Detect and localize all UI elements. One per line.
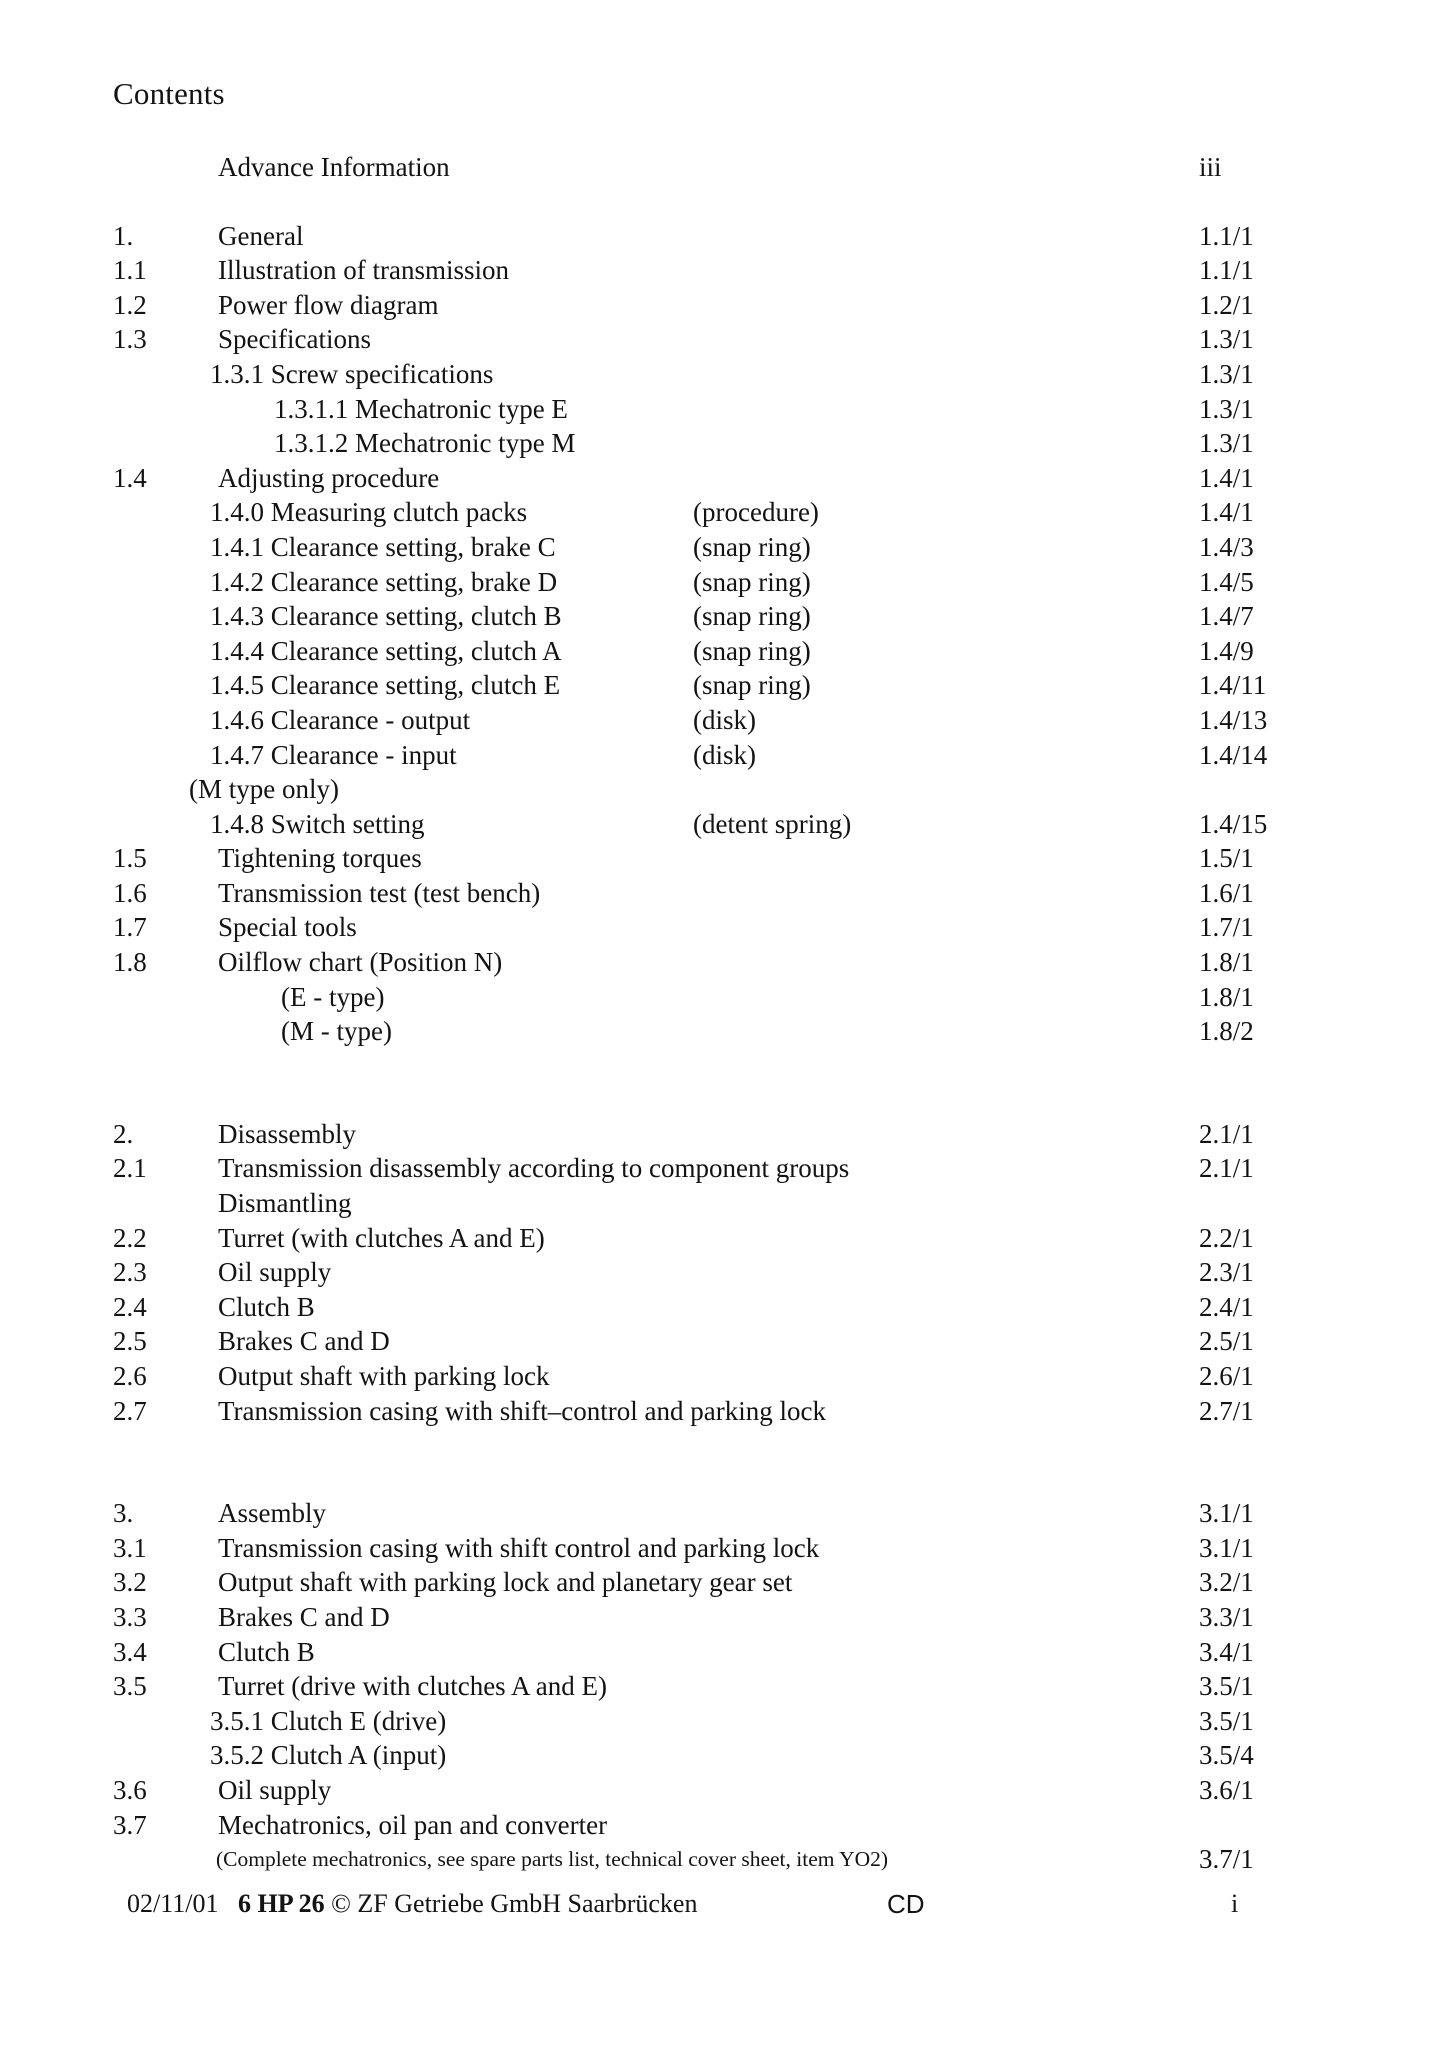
footer-imprint — [127, 1884, 697, 1924]
toc-entry-label: Transmission test (test bench) — [218, 877, 541, 908]
toc-entry[interactable] — [0, 1738, 1445, 1773]
toc-entry-page: 1.4/13 — [1199, 704, 1268, 735]
section-spacer — [0, 1049, 1445, 1117]
toc-entry[interactable] — [0, 1117, 1445, 1152]
toc-entry[interactable] — [0, 357, 1445, 392]
toc-entry-page: 1.4/3 — [1199, 531, 1254, 562]
toc-entry-number: 3.3 — [113, 1601, 147, 1632]
toc-entry-label: Special tools — [218, 912, 357, 943]
toc-entry-page: 3.5/1 — [1199, 1705, 1254, 1736]
toc-entry-number: 1.4 — [113, 462, 147, 493]
toc-entry-number: 3.7 — [113, 1809, 147, 1840]
toc-entry-method: (disk) — [693, 704, 756, 735]
toc-entry-page: 2.7/1 — [1199, 1395, 1254, 1426]
toc-entry-label: (E - type) — [281, 981, 385, 1012]
toc-entry-page: 1.2/1 — [1199, 289, 1254, 320]
toc-entry-page: 1.5/1 — [1199, 843, 1254, 874]
toc-entry-page: 3.6/1 — [1199, 1774, 1254, 1805]
toc-entry-label: Mechatronics, oil pan and converter — [218, 1809, 608, 1840]
toc-entry-page: 1.4/1 — [1199, 497, 1254, 528]
toc-entry-label: Brakes C and D — [218, 1601, 390, 1632]
toc-entry-label: Output shaft with parking lock — [218, 1361, 550, 1391]
toc-entry-label: 1.4.8 Switch setting — [210, 808, 425, 839]
toc-entry-number: 2.2 — [113, 1222, 147, 1253]
toc-entry[interactable] — [0, 1221, 1445, 1256]
toc-entry-label: 1.4.2 Clearance setting, brake D — [210, 566, 558, 597]
toc-entry-label: Brakes C and D — [218, 1326, 390, 1357]
section-spacer — [0, 185, 1445, 219]
toc-entry[interactable] — [0, 910, 1445, 945]
toc-entry-label: Oil supply — [218, 1257, 332, 1288]
toc-entry-label: Turret (drive with clutches A and E) — [218, 1671, 607, 1702]
page-footer — [0, 1884, 1445, 1924]
toc-entry-page: 1.3/1 — [1199, 324, 1254, 355]
toc-entry-page: 3.2/1 — [1199, 1567, 1254, 1598]
toc-entry-page: 1.4/5 — [1199, 566, 1254, 597]
toc-entry-page: 3.4/1 — [1199, 1636, 1254, 1667]
toc-entry[interactable] — [0, 1773, 1445, 1808]
toc-entry-label: Adjusting procedure — [218, 462, 440, 493]
toc-entry[interactable] — [0, 1600, 1445, 1635]
toc-entry[interactable] — [0, 530, 1445, 565]
toc-entry-page: 2.1/1 — [1199, 1118, 1254, 1149]
toc-entry-label: Oilflow chart (Position N) — [218, 947, 503, 978]
toc-entry-number: 1.5 — [113, 843, 147, 874]
toc-entry-number: 2.6 — [113, 1361, 147, 1391]
toc-entry[interactable] — [0, 1669, 1445, 1704]
toc-entry-label: Transmission disassembly according to component groups — [218, 1153, 850, 1184]
toc-entry-page: 3.5/4 — [1199, 1740, 1254, 1771]
toc-entry-label: 1.4.0 Measuring clutch packs — [210, 497, 528, 528]
toc-entry[interactable] — [0, 392, 1445, 427]
toc-entry-method: (snap ring) — [693, 566, 811, 597]
toc-entry-number: 3. — [113, 1498, 134, 1529]
toc-entry-page: 1.3/1 — [1199, 428, 1254, 459]
toc-entry-label: 1.3.1 Screw specifications — [210, 358, 494, 389]
toc-entry[interactable] — [0, 1324, 1445, 1359]
toc-entry-method: (procedure) — [693, 497, 819, 528]
toc-entry-page: 2.1/1 — [1199, 1153, 1254, 1184]
toc-entry-label: Turret (with clutches A and E) — [218, 1222, 545, 1253]
toc-entry[interactable] — [0, 1704, 1445, 1739]
toc-entry[interactable] — [0, 668, 1445, 703]
toc-entry-label: Transmission casing with shift control and parking lock — [218, 1532, 820, 1563]
toc-entry-page: 2.4/1 — [1199, 1291, 1254, 1322]
toc-entry[interactable] — [0, 1565, 1445, 1600]
toc-entry-number: 1.7 — [113, 912, 147, 943]
toc-entry-page: 2.3/1 — [1199, 1257, 1254, 1288]
toc-entry[interactable] — [0, 1842, 1445, 1877]
toc-entry-page: 1.8/2 — [1199, 1016, 1254, 1047]
toc-entry-number: 3.1 — [113, 1532, 147, 1563]
toc-entry-page: 1.6/1 — [1199, 877, 1254, 908]
toc-entry[interactable] — [0, 426, 1445, 461]
toc-entry-number: 3.4 — [113, 1636, 147, 1667]
toc-entry-number: 1. — [113, 220, 134, 251]
toc-entry-page: 3.5/1 — [1199, 1671, 1254, 1702]
toc-entry-method: (snap ring) — [693, 601, 811, 632]
toc-entry-page: 1.4/15 — [1199, 808, 1268, 839]
toc-entry-method: (disk) — [693, 739, 756, 770]
toc-entry-page: 1.8/1 — [1199, 981, 1254, 1012]
toc-entry[interactable] — [0, 1014, 1445, 1049]
toc-entry-label: 3.5.1 Clutch E (drive) — [210, 1705, 447, 1736]
toc-entry-number: 3.6 — [113, 1774, 147, 1805]
toc-entry[interactable] — [0, 1151, 1445, 1186]
toc-entry[interactable] — [0, 1359, 1445, 1394]
toc-entry[interactable] — [0, 322, 1445, 357]
toc-entry-label: General — [218, 220, 304, 251]
toc-entry-page: 2.2/1 — [1199, 1222, 1254, 1253]
toc-entry[interactable] — [0, 495, 1445, 530]
toc-entry[interactable] — [0, 1635, 1445, 1670]
toc-entry-page: 3.3/1 — [1199, 1601, 1254, 1632]
toc-entry[interactable] — [0, 1531, 1445, 1566]
toc-entry-label: Illustration of transmission — [218, 255, 509, 286]
toc-entry-page: 1.4/14 — [1199, 739, 1268, 770]
toc-entry-number: 1.6 — [113, 877, 147, 908]
toc-entry-label: 1.3.1.2 Mechatronic type M — [274, 428, 576, 459]
table-of-contents — [0, 150, 1445, 1877]
toc-entry-label: Specifications — [218, 324, 371, 355]
toc-entry-label: Power flow diagram — [218, 289, 439, 320]
toc-entry-number: 2.3 — [113, 1257, 147, 1288]
toc-entry-method: (snap ring) — [693, 635, 811, 666]
toc-entry-number: 3.5 — [113, 1671, 147, 1702]
toc-entry-label: Tightening torques — [218, 843, 422, 874]
toc-entry-number: 2.4 — [113, 1291, 147, 1322]
toc-entry-page: 1.4/11 — [1199, 670, 1267, 701]
toc-entry-method: (snap ring) — [693, 670, 811, 701]
toc-entry-label: (Complete mechatronics, see spare parts list, technical cover sheet, item YO2) — [216, 1847, 889, 1872]
toc-entry-page: iii — [1199, 152, 1222, 182]
toc-entry-page: 3.1/1 — [1199, 1498, 1254, 1529]
toc-entry-label: Assembly — [218, 1498, 326, 1529]
toc-entry[interactable] — [0, 945, 1445, 980]
toc-entry[interactable] — [0, 980, 1445, 1015]
toc-entry[interactable] — [0, 219, 1445, 254]
toc-entry-number: 1.3 — [113, 324, 147, 355]
toc-entry[interactable] — [0, 634, 1445, 669]
section-spacer — [0, 1428, 1445, 1496]
footer-copyright: © ZF Getriebe GmbH Saarbrücken — [331, 1889, 698, 1918]
toc-entry-label: Advance Information — [218, 152, 450, 182]
toc-entry[interactable] — [0, 1394, 1445, 1429]
toc-entry-page: 3.1/1 — [1199, 1532, 1254, 1563]
toc-entry-label: 1.4.5 Clearance setting, clutch E — [210, 670, 561, 701]
toc-entry-page: 3.7/1 — [1199, 1844, 1254, 1875]
toc-entry-page: 1.4/1 — [1199, 462, 1254, 493]
toc-entry[interactable] — [0, 1290, 1445, 1325]
toc-entry[interactable] — [0, 1808, 1445, 1843]
footer-page-number: i — [1231, 1889, 1239, 1918]
toc-entry[interactable] — [0, 703, 1445, 738]
toc-entry-label: Dismantling — [218, 1188, 352, 1219]
toc-entry[interactable] — [0, 772, 1445, 807]
toc-entry-number: 2.7 — [113, 1395, 147, 1426]
toc-entry-label: Transmission casing with shift–control and parking lock — [218, 1395, 826, 1426]
toc-entry[interactable] — [0, 1255, 1445, 1290]
toc-entry[interactable] — [0, 738, 1445, 773]
toc-entry-page: 1.3/1 — [1199, 358, 1254, 389]
page-title: Contents — [113, 76, 225, 111]
footer-date: 02/11/01 — [127, 1889, 219, 1918]
toc-entry[interactable] — [0, 253, 1445, 288]
toc-entry-page: 1.1/1 — [1199, 255, 1254, 286]
toc-entry[interactable] — [0, 288, 1445, 323]
toc-entry-label: Output shaft with parking lock and planetary gear set — [218, 1567, 793, 1598]
toc-entry-label: Clutch B — [218, 1636, 315, 1667]
toc-entry-number: 2.5 — [113, 1326, 147, 1357]
toc-entry-label: (M - type) — [281, 1016, 392, 1047]
toc-entry-label: 3.5.2 Clutch A (input) — [210, 1740, 447, 1771]
toc-entry[interactable] — [0, 841, 1445, 876]
toc-entry-page: 1.4/7 — [1199, 601, 1254, 632]
toc-entry-number: 2.1 — [113, 1153, 147, 1184]
footer-media-label: CD — [887, 1889, 925, 1919]
toc-entry[interactable] — [0, 1496, 1445, 1531]
toc-entry-label: Clutch B — [218, 1291, 315, 1322]
toc-entry-label: Oil supply — [218, 1774, 332, 1805]
toc-entry-page: 2.6/1 — [1199, 1361, 1254, 1391]
toc-entry-label: (M type only) — [189, 774, 339, 805]
toc-entry-page: 1.7/1 — [1199, 912, 1254, 943]
toc-entry-label: 1.4.7 Clearance - input — [210, 739, 457, 770]
toc-entry-label: 1.4.6 Clearance - output — [210, 704, 471, 735]
toc-entry-label: 1.3.1.1 Mechatronic type E — [274, 393, 568, 424]
toc-entry-number: 2. — [113, 1118, 134, 1149]
toc-entry-page: 2.5/1 — [1199, 1326, 1254, 1357]
toc-entry[interactable] — [0, 1186, 1445, 1221]
footer-product: 6 HP 26 — [237, 1889, 325, 1918]
toc-entry[interactable] — [0, 876, 1445, 911]
toc-entry-number: 1.2 — [113, 289, 147, 320]
toc-entry-label: 1.4.1 Clearance setting, brake C — [210, 531, 556, 562]
toc-entry-method: (snap ring) — [693, 531, 811, 562]
toc-entry-label: 1.4.4 Clearance setting, clutch A — [210, 635, 562, 666]
toc-entry[interactable] — [0, 150, 1445, 185]
toc-entry-page: 1.3/1 — [1199, 393, 1254, 424]
toc-entry-number: 1.1 — [113, 255, 147, 286]
toc-entry-method: (detent spring) — [693, 808, 852, 839]
toc-entry[interactable] — [0, 807, 1445, 842]
toc-entry-number: 1.8 — [113, 947, 147, 978]
toc-entry[interactable] — [0, 599, 1445, 634]
toc-entry-label: Disassembly — [218, 1118, 356, 1149]
toc-entry-page: 1.4/9 — [1199, 635, 1254, 666]
toc-entry[interactable] — [0, 461, 1445, 496]
toc-entry-page: 1.8/1 — [1199, 947, 1254, 978]
toc-entry-number: 3.2 — [113, 1567, 147, 1598]
toc-entry[interactable] — [0, 565, 1445, 600]
toc-entry-page: 1.1/1 — [1199, 220, 1254, 251]
toc-entry-label: 1.4.3 Clearance setting, clutch B — [210, 601, 562, 632]
